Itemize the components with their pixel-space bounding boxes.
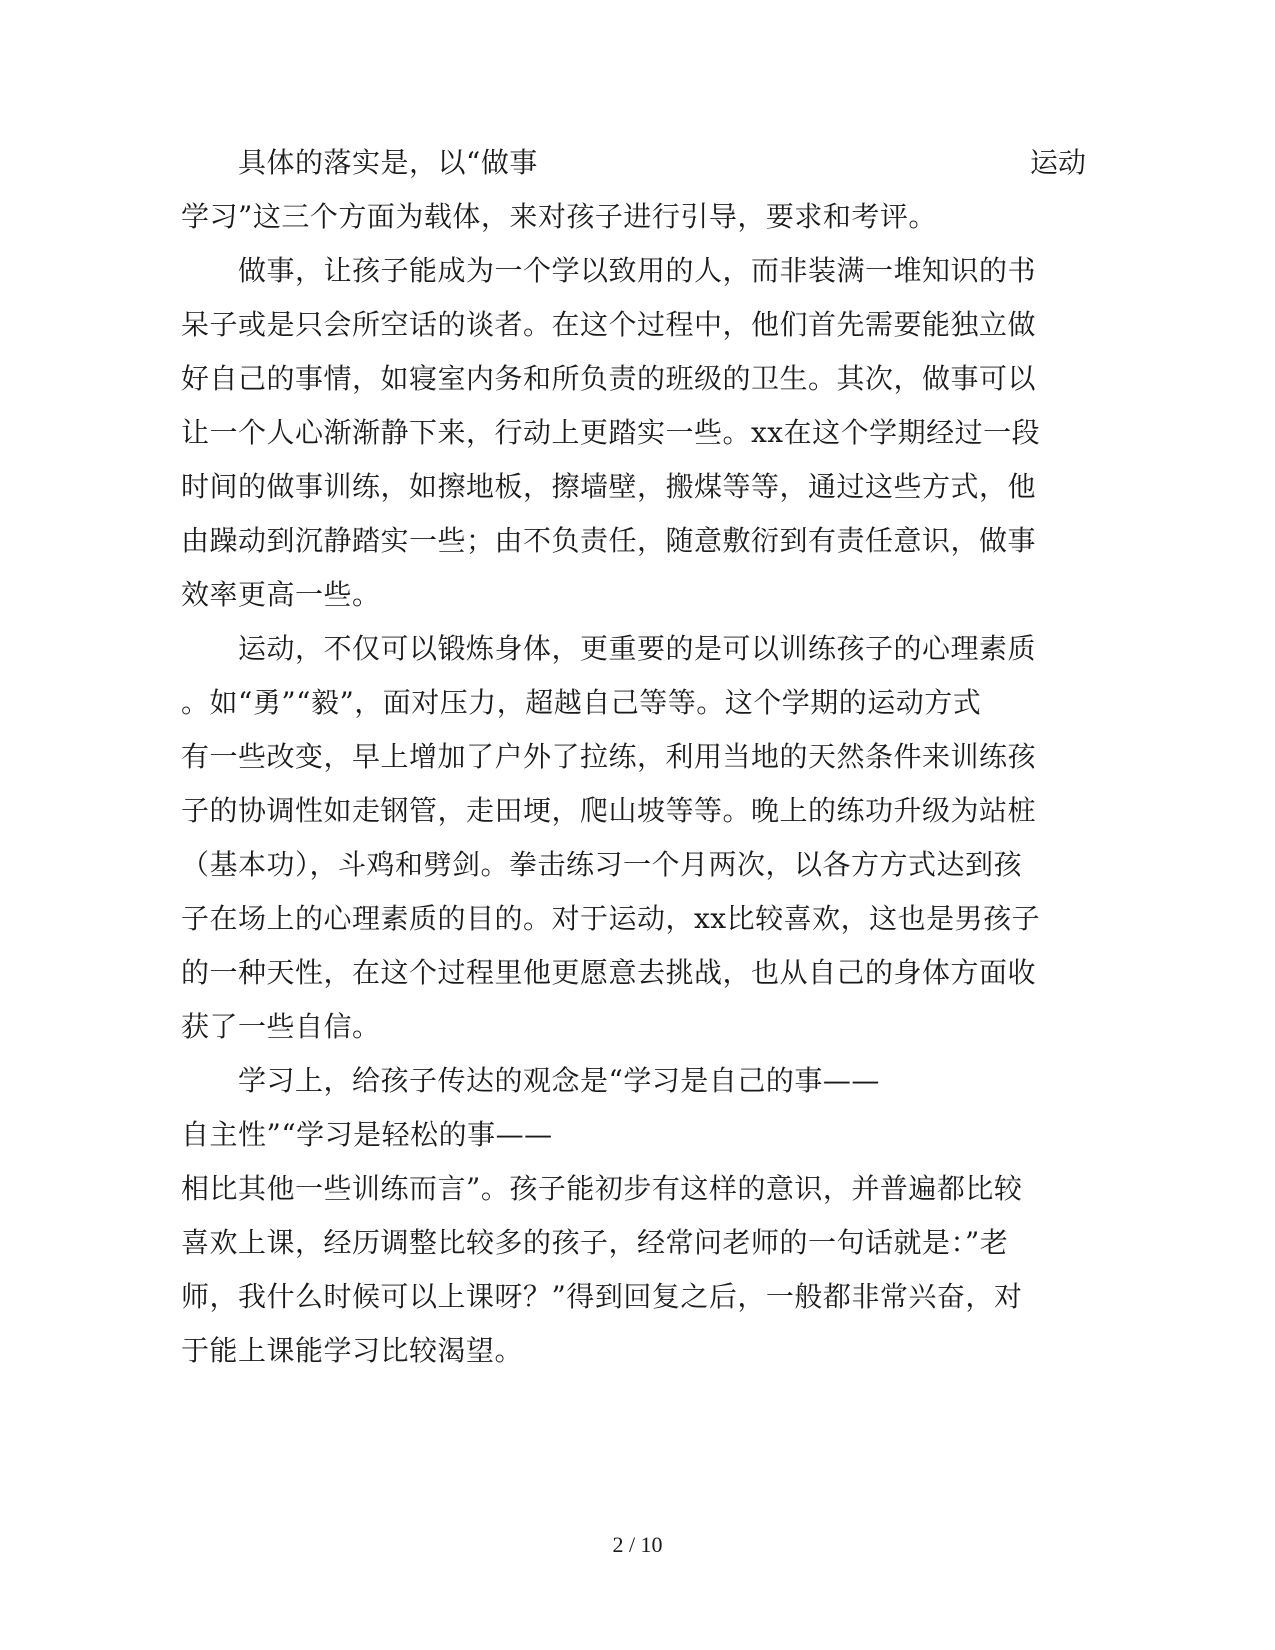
text-line-4: 呆子或是只会所空话的谈者。在这个过程中，他们首先需要能独立做 (181, 308, 1037, 341)
text-line-13: 子的协调性如走钢管，走田埂，爬山坡等等。晚上的练功升级为站桩 (181, 794, 1037, 827)
text-line-6: 让一个人心渐渐静下来，行动上更踏实一些。xx在这个学期经过一段 (181, 416, 1041, 449)
text-line-10: 运动，不仅可以锻炼身体，更重要的是可以训练孩子的心理素质 (238, 632, 1037, 665)
text-line-17: 获了一些自信。 (181, 1010, 381, 1043)
text-line-20: 相比其他一些训练而言”。孩子能初步有这样的意识，并普遍都比较 (181, 1172, 1023, 1205)
text-line-12: 有一些改变，早上增加了户外了拉练，利用当地的天然条件来训练孩 (181, 740, 1037, 773)
text-line-7: 时间的做事训练，如擦地板，擦墙壁，搬煤等等，通过这些方式，他 (181, 470, 1037, 503)
text-line-5: 好自己的事情，如寝室内务和所负责的班级的卫生。其次，做事可以 (181, 362, 1037, 395)
text-line-11: 。如“勇”“毅”，面对压力，超越自己等等。这个学期的运动方式 (181, 686, 982, 719)
text-line-1: 具体的落实是，以“做事 (238, 146, 538, 179)
page-number: 2 / 10 (612, 1532, 663, 1557)
text-line-16: 的一种天性，在这个过程里他更愿意去挑战，也从自己的身体方面收 (181, 956, 1037, 989)
text-line-22: 师，我什么时候可以上课呀？”得到回复之后，一般都非常兴奋，对 (181, 1280, 1023, 1313)
text-line-18: 学习上，给孩子传达的观念是“学习是自己的事—— (238, 1064, 880, 1097)
text-line-19: 自主性”“学习是轻松的事—— (181, 1118, 553, 1151)
text-line-1-right: 运动 (1030, 146, 1087, 179)
text-line-3: 做事，让孩子能成为一个学以致用的人，而非装满一堆知识的书 (238, 254, 1037, 287)
text-line-14: （基本功），斗鸡和劈剑。拳击练习一个月两次，以各方方式达到孩 (181, 848, 1023, 881)
text-line-21: 喜欢上课，经历调整比较多的孩子，经常问老师的一句话就是：”老 (181, 1226, 1009, 1259)
text-line-15: 子在场上的心理素质的目的。对于运动，xx比较喜欢，这也是男孩子 (181, 902, 1041, 935)
text-line-9: 效率更高一些。 (181, 578, 381, 611)
text-line-23: 于能上课能学习比较渴望。 (181, 1334, 524, 1367)
text-line-2: 学习”这三个方面为载体，来对孩子进行引导，要求和考评。 (181, 200, 937, 233)
text-line-8: 由躁动到沉静踏实一些；由不负责任，随意敷衍到有责任意识，做事 (181, 524, 1037, 557)
